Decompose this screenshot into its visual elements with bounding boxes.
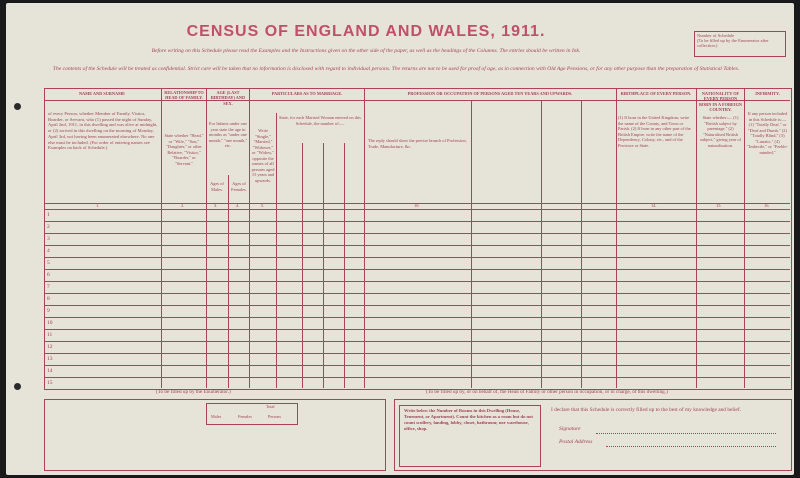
- row-number: 14: [47, 368, 53, 374]
- col-sep-7: [323, 143, 324, 388]
- table-row[interactable]: [44, 281, 790, 282]
- row-number: 11: [47, 332, 53, 338]
- col-nationality-title: NATIONALITY OF EVERY PERSON BORN IN A FOREIGN COUNTRY.: [698, 91, 743, 113]
- col-sep-12: [581, 100, 582, 388]
- colnum-14: 14.: [651, 203, 657, 208]
- row-number: 8: [47, 296, 50, 302]
- col-marriage-text: Write "Single," "Married," "Widower," or "Widow," opposite the names of all persons aged 15 years and upwards.: [251, 128, 275, 183]
- col-age-text: For Infants under one year state the age in months as "under one month," "one month," etc.: [208, 121, 248, 148]
- col-sep-8: [344, 143, 345, 388]
- col-marriage-title: PARTICULARS AS TO MARRIAGE.: [271, 91, 343, 96]
- signature-label: Signature: [559, 426, 581, 432]
- census-form: [6, 3, 794, 475]
- form-title: CENSUS OF ENGLAND AND WALES, 1911.: [186, 23, 546, 40]
- col-sep-1: [161, 88, 162, 388]
- row-number: 12: [47, 344, 53, 350]
- signature-line[interactable]: [596, 433, 776, 434]
- row-number: 6: [47, 272, 50, 278]
- table-row[interactable]: [44, 377, 790, 378]
- table-row[interactable]: [44, 293, 790, 294]
- col-sep-11: [541, 100, 542, 388]
- colnum-15: 15.: [716, 203, 722, 208]
- address-line[interactable]: [606, 446, 776, 447]
- schedule-number-label: Number of Schedule: [697, 33, 735, 38]
- table-row[interactable]: [44, 257, 790, 258]
- punch-hole-bottom: [14, 383, 21, 390]
- table-row[interactable]: [44, 329, 790, 330]
- row-number: 3: [47, 236, 50, 242]
- colnum-4: 4.: [236, 203, 240, 208]
- col-sep-14: [696, 88, 697, 388]
- col-infirmity-text: If any person included in this Schedule is:— (1) "Totally Deaf," or "Deaf and Dumb," (2) "Totally Blind," (3) "Lunatic," (4) "Imbecile," or "Feeble-minded,": [747, 111, 788, 155]
- col-name-title: NAME AND SURNAME: [78, 91, 126, 96]
- colnum-divider: [44, 209, 790, 210]
- table-row[interactable]: [44, 317, 790, 318]
- col-marriage-text2: State, for each Married Woman entered on this Schedule, the number of:—: [279, 115, 361, 126]
- colnum-1: 1.: [96, 203, 100, 208]
- col-sep-9: [364, 88, 365, 388]
- colnum-3: 3.: [214, 203, 218, 208]
- col-birthplace-text: (1) If born in the United Kingdom, write the name of the County, and Town or Parish. (2) If born in any other part of the British Empire, write the name of the Dependency, Colony, etc., and of the Province or State.: [618, 115, 691, 148]
- totals-label: Total: [266, 404, 275, 409]
- persons-label: Persons: [268, 414, 282, 419]
- declaration-text: I declare that this Schedule is correctly filled up to the best of my knowledge and belief.: [551, 407, 741, 413]
- head-label: (To be filled up by, or on behalf of, the Head of Family or other person in occupation, or in charge, of this dwelling.): [426, 389, 668, 395]
- row-number: 4: [47, 248, 50, 254]
- table-row[interactable]: [44, 341, 790, 342]
- col-name-text: of every Person, whether Member of Family, Visitor, Boarder, or Servant, who (1) passed the night of Sunday, April 2nd, 1911, in this dwelling and was alive at midnight, or (2) arrived in this dwelling on the morning of Monday, April 3rd, not having been enumerated elsewhere. No one else must be included. (For order of entering names see Examples on back of Schedule.): [48, 111, 158, 151]
- header-divider: [44, 100, 790, 101]
- enumerator-label: (To be filled up by the Enumerator.): [156, 389, 231, 395]
- col-nationality-text: State whether:— (1) "British subject by parentage." (2) "Naturalised British subject," giving year of naturalisation.: [699, 115, 742, 148]
- col-infirmity-title: INFIRMITY.: [755, 91, 780, 96]
- col-sep-15: [744, 88, 745, 388]
- row-number: 2: [47, 224, 50, 230]
- col-age-title: AGE (LAST BIRTHDAY) AND SEX.: [210, 90, 246, 106]
- punch-hole-top: [14, 103, 21, 110]
- schedule-number-note: (To be filled up by the Enumerator after collection.): [697, 38, 769, 48]
- table-row[interactable]: [44, 233, 790, 234]
- table-row[interactable]: [44, 365, 790, 366]
- row-number: 15: [47, 380, 53, 386]
- table-row[interactable]: [44, 305, 790, 306]
- col-sep-6: [302, 143, 303, 388]
- col-sep-5: [276, 113, 277, 388]
- row-number: 5: [47, 260, 50, 266]
- rooms-text: Write below the Number of Rooms in this Dwelling (House, Tenement, or Apartment). Count the kitchen as a room but do not count scullery, landing, lobby, closet, bathroom; nor warehouse, office, shop.: [404, 408, 533, 431]
- instruction-line: Before writing on this Schedule please read the Examples and the Instructions given on the other side of the paper, as well as the headings of the Columns. The entries should be written in Ink.: [151, 48, 581, 54]
- col-sep-13: [616, 88, 617, 388]
- table-row[interactable]: [44, 353, 790, 354]
- col-sep-10: [471, 100, 472, 388]
- col-relationship-text: State whether "Head," or "Wife," "Son," "Daughter," or other Relative, "Visitor," "Boarder," or "Servant.": [164, 133, 204, 166]
- colnum-2: 2.: [181, 203, 185, 208]
- col-sep-2: [206, 88, 207, 388]
- row-number: 7: [47, 284, 50, 290]
- row-number: 10: [47, 320, 53, 326]
- col-age-males: Ages of Males.: [210, 181, 224, 192]
- col-birthplace-title: BIRTHPLACE OF EVERY PERSON.: [620, 91, 692, 96]
- row-number: 13: [47, 356, 53, 362]
- row-number: 1: [47, 212, 50, 218]
- colnum-5: 5.: [261, 203, 265, 208]
- schedule-number-box[interactable]: [694, 31, 786, 57]
- males-label: Males: [211, 414, 222, 419]
- colnum-10: 10.: [414, 203, 420, 208]
- col-occupation-title: PROFESSION OR OCCUPATION OF PERSONS AGED TEN YEARS AND UPWARDS.: [407, 91, 573, 96]
- table-row[interactable]: [44, 245, 790, 246]
- col-occupation-text: The reply should show the precise branch of Profession, Trade, Manufacture, &c.: [368, 138, 467, 149]
- row-number: 9: [47, 308, 50, 314]
- col-sep-4: [249, 88, 250, 388]
- table-row[interactable]: [44, 269, 790, 270]
- colnum-16: 16.: [764, 203, 770, 208]
- table-row[interactable]: [44, 221, 790, 222]
- col-age-females: Ages of Females.: [231, 181, 247, 192]
- address-label: Postal Address: [559, 439, 593, 445]
- confidential-line: The contents of the Schedule will be treated as confidential. Strict care will be taken that no information is disclosed with regard to individual persons. The returns are not to be used for proof of age, as in connection with Old Age Pensions, or for any other purpose than the preparation of Statistical Tables.: [52, 66, 740, 72]
- col-relationship-title: RELATIONSHIP TO HEAD OF FAMILY.: [164, 90, 204, 101]
- females-label: Females: [238, 414, 252, 419]
